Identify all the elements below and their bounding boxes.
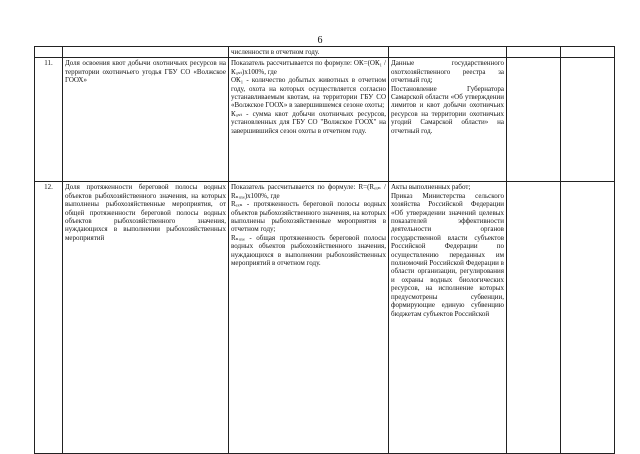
- cell-extra-1: [507, 47, 561, 58]
- formula-line: Показатель рассчитывается по формуле: R=(Rₑₓₙ / Rₙᵤₓₑ)х100%, где: [231, 183, 386, 200]
- indicator-name: Доля протяженности береговой полосы водных объектов рыбохозяйственного значения, на которых выполнены рыбохозяйственные мероприятия, от общей протяженности береговой полосы водных объектов рыбохозяйственного значения, нуждающихся в выполнении рыбохозяйственных мероприятий: [63, 182, 229, 454]
- cell-num: [35, 47, 63, 58]
- indicators-table: [34, 46, 615, 454]
- row-number: 12.: [35, 182, 63, 454]
- source-line: Данные государственного охотхозяйственного реестра за отчетный год;: [391, 59, 504, 85]
- cell-extra-1: [507, 182, 561, 454]
- cell-extra-1: [507, 58, 561, 182]
- calculation-method: [229, 58, 389, 182]
- indicator-name: Доля освоения квот добычи охотничьих ресурсов на территории охотничьего угодья ГБУ СО «Волжское ГООХ»: [63, 58, 229, 182]
- data-source: [389, 58, 507, 182]
- formula-line: Rₙᵤₓₑ - общая протяженность береговой полосы водных объектов рыбохозяйственного значения, нуждающихся в выполнении рыбохозяйственных мероприятий в отчетном году.: [231, 233, 386, 268]
- cell-source: [389, 47, 507, 58]
- formula-line: Показатель рассчитывается по формуле: ОК=(ОК₁ / Кᵤₛₜ)х100%, где: [231, 59, 386, 76]
- row-number: 11.: [35, 58, 63, 182]
- source-line: Постановление Губернатора Самарской области «Об утверждении лимитов и квот добычи охотничьих ресурсов на территории охотничьих угодий Самарской области» на отчетный год.: [391, 84, 504, 135]
- page-number: 6: [317, 35, 323, 46]
- source-line: Приказ Министерства сельского хозяйства Российской Федерации «Об утверждении значений целевых показателей эффективности деятельности органов государственной власти субъектов Российской Федерации по осуществлению переданных им полномочий Российской Федерации в области организации, регулирования и охраны водных биологических ресурсов, на исполнение которых предусмотрены субвенции, формирующие единую субвенцию бюджетам субъектов Российской: [391, 191, 504, 318]
- formula-line: Rₑₓₙ - протяженность береговой полосы водных объектов рыбохозяйственного значения, на которых выполнены рыбохозяйственные мероприятия в отчетном году;: [231, 200, 386, 234]
- cell-name: [63, 47, 229, 58]
- cell-extra-2: [561, 182, 615, 454]
- table-row-continuation: [35, 47, 615, 58]
- source-line: Акты выполненных работ;: [391, 183, 471, 192]
- cell-extra-2: [561, 58, 615, 182]
- formula-line: ОК₁ - количество добытых животных в отчетном году, охота на которых осуществляется согласно устанавливаемым квотам, на территории ГБУ СО «Волжское ГООХ» в завершившемся сезоне охоты;: [231, 76, 386, 110]
- calculation-method: [229, 182, 389, 454]
- table-row: [35, 182, 615, 454]
- data-source: [389, 182, 507, 454]
- table-row: [35, 58, 615, 182]
- formula-line: Кᵤₛₜ - сумма квот добычи охотничьих ресурсов, установленных для ГБУ СО "Волжское ГООХ" на завершившийся сезон охоты в отчетном году.: [231, 109, 386, 135]
- cell-formula: численности в отчетном году.: [229, 47, 389, 58]
- cell-extra-2: [561, 47, 615, 58]
